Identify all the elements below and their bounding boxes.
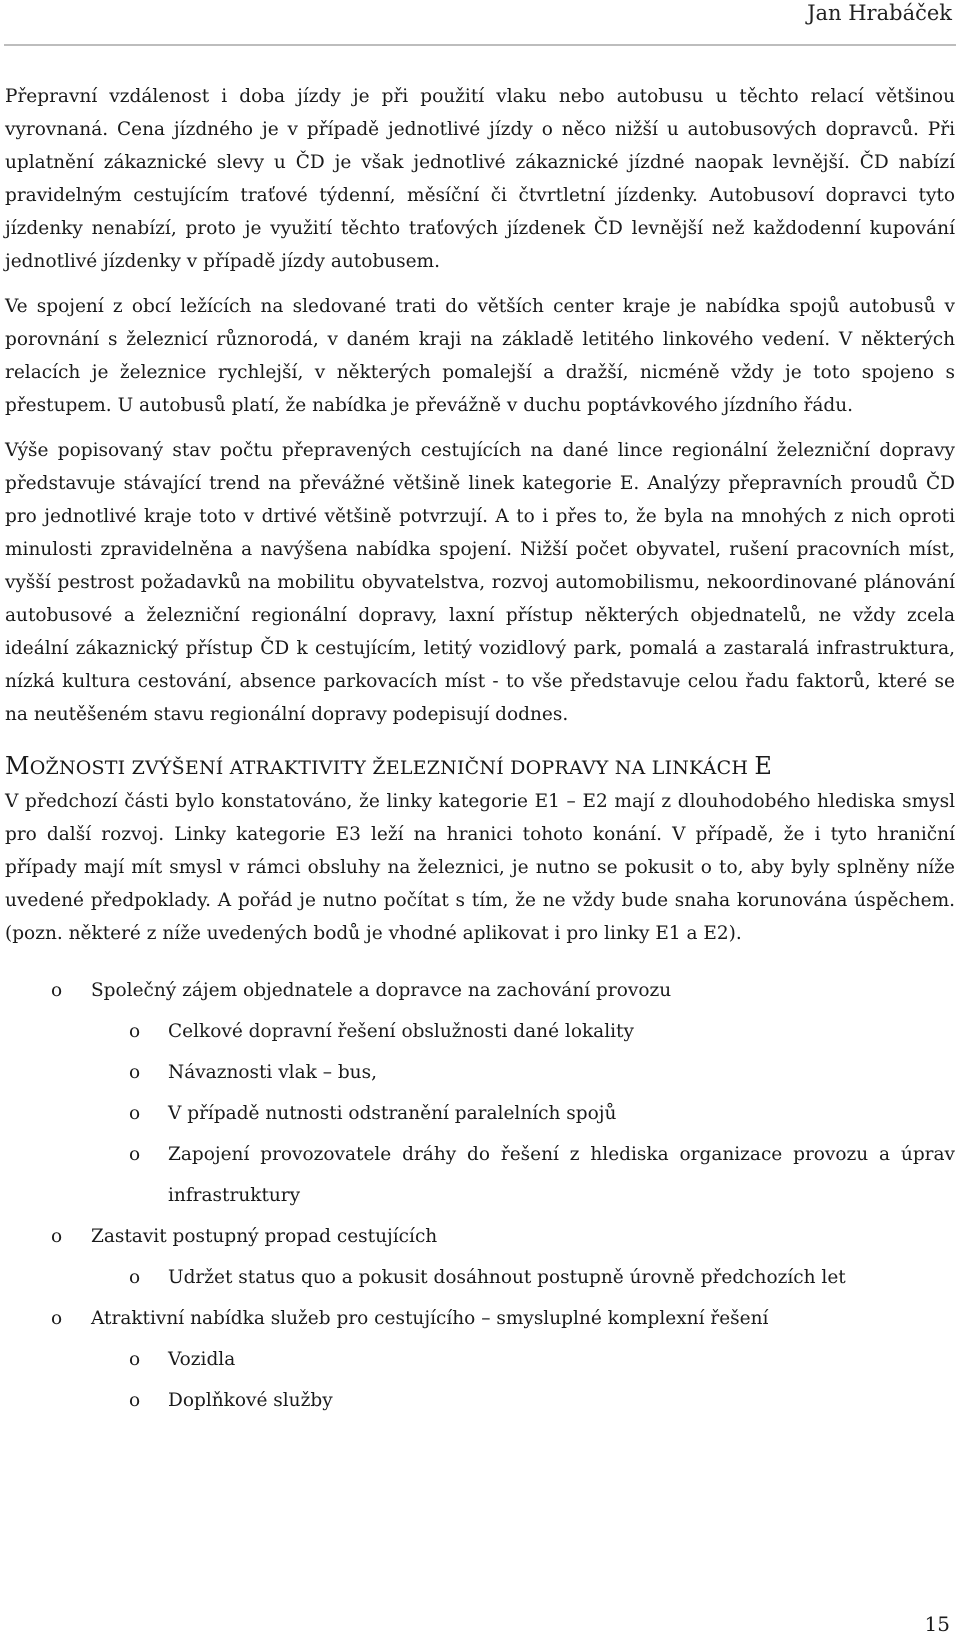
- bullet-marker: o: [129, 1267, 141, 1288]
- sub-list-item-text: Návaznosti vlak – bus,: [168, 1062, 377, 1083]
- heading-final-letter: E: [754, 752, 773, 780]
- section-paragraph: V předchozí části bylo konstatováno, že linky kategorie E1 – E2 mají z dlouhodobého hlediska smysl pro další rozvoj. Linky kategorie E3 leží na hranici tohoto konání. V případě, že i tyto hraniční případy mají mít smysl v rámci obsluhy na železnici, je nutno se pokusit o to, aby byly splněny níže uvedené předpoklady. A pořád je nutno počítat s tím, že ne vždy bude snaha korunována úspěchem. (pozn. některé z níže uvedených bodů je vhodné aplikovat i pro linky E1 a E2).: [5, 791, 955, 944]
- list-item: [5, 1298, 955, 1421]
- bullet-marker: o: [51, 980, 63, 1001]
- sub-list-item-text: Vozidla: [168, 1349, 236, 1370]
- sub-list-item-text: Zapojení provozovatele dráhy do řešení z hlediska organizace provozu a úprav infrastruktury: [168, 1144, 955, 1206]
- bullet-marker: o: [129, 1103, 141, 1124]
- list-item-text: Atraktivní nabídka služeb pro cestujícího – smysluplné komplexní řešení: [91, 1308, 769, 1329]
- sub-list-item: [5, 1339, 955, 1380]
- sub-list: [5, 1339, 955, 1421]
- paragraph-3: Výše popisovaný stav počtu přepravených cestujících na dané lince regionální železniční dopravy představuje stávající trend na převážné většině linek kategorie E. Analýzy přepravních proudů ČD pro jednotlivé kraje toto v drtivé většině potvrzují. A to i přes to, že byla na mnohých z nich oproti minulosti zpravidelněna a navýšena nabídka spojení. Nižší počet obyvatel, rušení pracovních míst, vyšší pestrost požadavků na mobilitu obyvatelstva, rozvoj automobilismu, nekoordinované plánování autobusové a železniční regionální dopravy, laxní přístup některých objednatelů, ne vždy zcela ideální zákaznický přístup ČD k cestujícím, letitý vozidlový park, pomalá a zastaralá infrastruktura, nízká kultura cestování, absence parkovacích míst - to vše představuje celou řadu faktorů, které se na neutěšeném stavu regionální dopravy podepisují dodnes.: [5, 440, 955, 725]
- header-author: Jan Hrabáček: [807, 1, 952, 25]
- sub-list-item-text: Doplňkové služby: [168, 1390, 333, 1411]
- page-number: 15: [924, 1612, 950, 1636]
- sub-list-item: [5, 1257, 955, 1298]
- list-item: [5, 1216, 955, 1298]
- header-rule: [4, 44, 956, 46]
- bullet-marker: o: [129, 1144, 141, 1165]
- bullet-marker: o: [129, 1349, 141, 1370]
- bullet-marker: o: [51, 1308, 63, 1329]
- heading-small-caps: OŽNOSTI ZVÝŠENÍ ATRAKTIVITY ŽELEZNIČNÍ DOPRAVY NA LINKÁCH: [29, 757, 755, 779]
- sub-list-item-text: V případě nutnosti odstranění paralelních spojů: [168, 1103, 617, 1124]
- sub-list-item: [5, 1093, 955, 1134]
- bullet-marker: o: [129, 1390, 141, 1411]
- sub-list-item: [5, 1380, 955, 1421]
- sub-list: [5, 1257, 955, 1298]
- bullet-marker: o: [129, 1062, 141, 1083]
- sub-list: [5, 1011, 955, 1216]
- paragraph-1: Přepravní vzdálenost i doba jízdy je při použití vlaku nebo autobusu u těchto relací většinou vyrovnaná. Cena jízdného je v případě jednotlivé jízdy o něco nižší u autobusových dopravců. Při uplatnění zákaznické slevy u ČD je však jednotlivé zákaznické jízdné naopak levnější. ČD nabízí pravidelným cestujícím traťové týdenní, měsíční či čtvrtletní jízdenky. Autobusoví dopravci tyto jízdenky nenabízí, proto je využití těchto traťových jízdenek ČD levnější než každodenní kupování jednotlivé jízdenky v případě jízdy autobusem.: [5, 86, 955, 272]
- sub-list-item: [5, 1011, 955, 1052]
- page-body: [5, 80, 955, 1421]
- sub-list-item-text: Celkové dopravní řešení obslužnosti dané lokality: [168, 1021, 634, 1042]
- sub-list-item: [5, 1052, 955, 1093]
- list-item-text: Zastavit postupný propad cestujících: [91, 1226, 438, 1247]
- section-heading: [5, 749, 955, 785]
- bullet-marker: o: [129, 1021, 141, 1042]
- list-item: [5, 970, 955, 1216]
- heading-initial: M: [5, 752, 30, 780]
- list-item-text: Společný zájem objednatele a dopravce na zachování provozu: [91, 980, 672, 1001]
- sub-list-item: [5, 1134, 955, 1216]
- bullet-marker: o: [51, 1226, 63, 1247]
- requirements-list: [5, 970, 955, 1421]
- paragraph-2: Ve spojení z obcí ležících na sledované trati do větších center kraje je nabídka spojů autobusů v porovnání s železnicí různorodá, v daném kraji na základě letitého linkového vedení. V některých relacích je železnice rychlejší, v některých pomalejší a dražší, nicméně vždy je toto spojeno s přestupem. U autobusů platí, že nabídka je převážně v duchu poptávkového jízdního řádu.: [5, 296, 955, 416]
- sub-list-item-text: Udržet status quo a pokusit dosáhnout postupně úrovně předchozích let: [168, 1267, 846, 1288]
